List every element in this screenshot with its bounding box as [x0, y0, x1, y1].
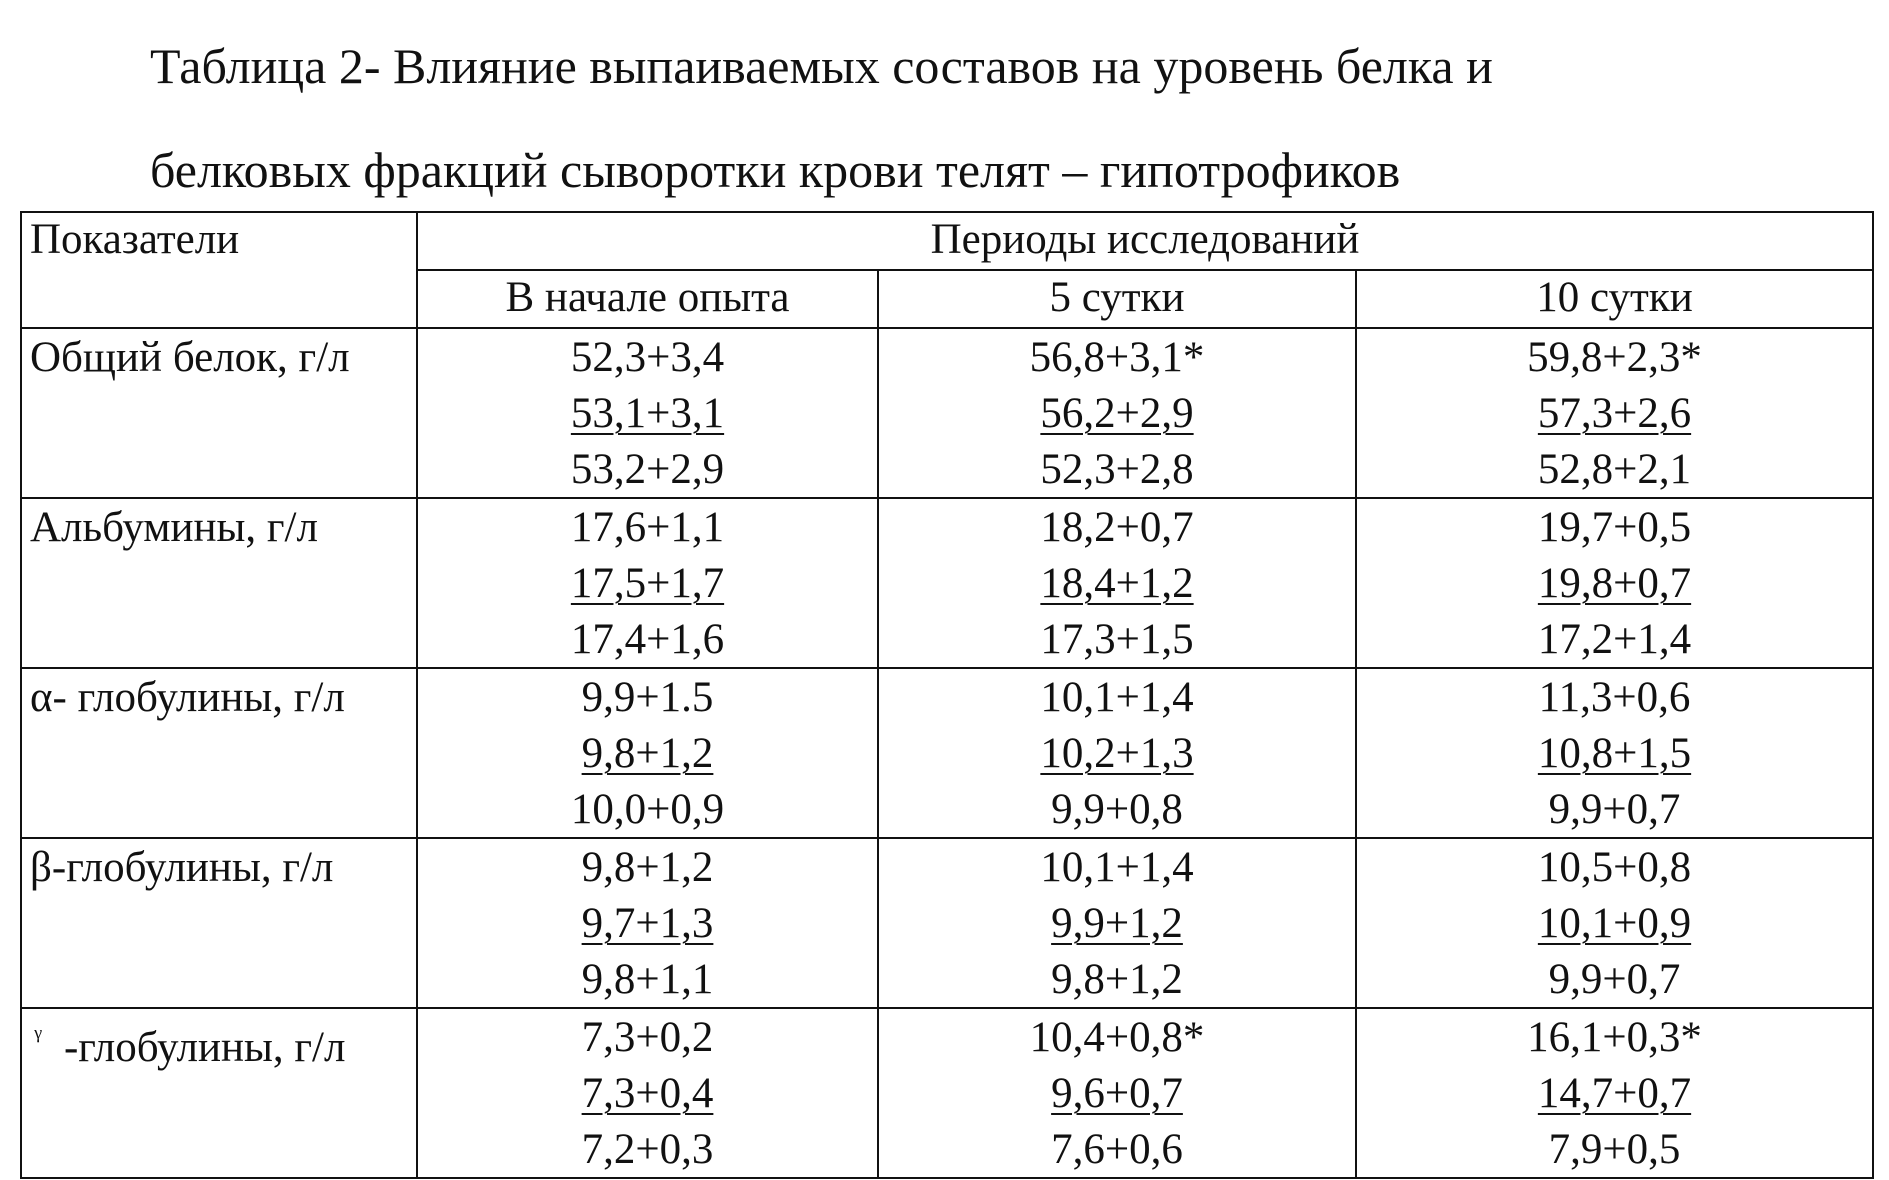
- cell-value-underlined: 10,2+1,3: [1040, 730, 1194, 777]
- cell-value: 10,4+0,8*: [1029, 1014, 1205, 1061]
- cell-value-underlined: 10,1+0,9: [1537, 900, 1692, 947]
- row-label-text: -глобулины, г/л: [63, 1024, 346, 1071]
- data-cell: [878, 1008, 1356, 1178]
- cell-value: 56,8+3,1*: [1029, 334, 1205, 381]
- cell-value: 9,8+1,1: [581, 956, 714, 1003]
- row-label-alpha-globulins: α- глобулины, г/л: [21, 668, 417, 838]
- cell-value: 59,8+2,3*: [1527, 334, 1702, 381]
- data-cell: [1356, 1008, 1873, 1178]
- cell-value: 18,2+0,7: [1040, 504, 1194, 551]
- cell-value: 52,3+2,8: [1040, 446, 1194, 493]
- cell-value-underlined: 57,3+2,6: [1537, 390, 1692, 437]
- period-header-day-5: 5 сутки: [878, 270, 1356, 328]
- cell-value-underlined: 53,1+3,1: [570, 390, 725, 437]
- data-cell: [1356, 328, 1873, 498]
- data-cell: [1356, 838, 1873, 1008]
- cell-value-underlined: 18,4+1,2: [1040, 560, 1194, 607]
- periods-group-header: Периоды исследований: [417, 212, 1873, 270]
- row-label-albumins: Альбумины, г/л: [21, 498, 417, 668]
- cell-value: 19,7+0,5: [1537, 504, 1692, 551]
- data-cell: [878, 668, 1356, 838]
- title-line-1: Таблица 2- Влияние выпаиваемых составов на уровень белка и: [150, 38, 1493, 94]
- header-row-1: [21, 212, 1873, 270]
- table-row-beta-globulins: [21, 838, 1873, 1008]
- cell-value-underlined: 9,7+1,3: [581, 900, 714, 947]
- gamma-symbol: ᵞ: [34, 1021, 42, 1054]
- cell-value: 9,9+0,8: [1051, 786, 1183, 833]
- table-title: [150, 14, 1850, 222]
- row-label-gamma-globulins: [21, 1008, 417, 1178]
- indicator-header: Показатели: [21, 212, 417, 328]
- cell-value: 11,3+0,6: [1538, 674, 1691, 721]
- data-cell: [878, 498, 1356, 668]
- data-cell: [417, 1008, 878, 1178]
- data-cell: [417, 838, 878, 1008]
- cell-value: 7,2+0,3: [581, 1126, 714, 1173]
- cell-value: 16,1+0,3*: [1527, 1014, 1702, 1061]
- row-label-beta-globulins: β-глобулины, г/л: [21, 838, 417, 1008]
- cell-value-underlined: 17,5+1,7: [570, 560, 725, 607]
- cell-value: 10,0+0,9: [570, 786, 725, 833]
- period-header-day-10: 10 сутки: [1356, 270, 1873, 328]
- title-line-2: белковых фракций сыворотки крови телят – гипотрофиков: [150, 142, 1401, 198]
- cell-value: 52,3+3,4: [570, 334, 725, 381]
- cell-value: 9,9+1.5: [581, 674, 714, 721]
- data-cell: [878, 838, 1356, 1008]
- period-header-start: В начале опыта: [417, 270, 878, 328]
- cell-value: 9,9+0,7: [1548, 956, 1681, 1003]
- cell-value-underlined: 9,9+1,2: [1051, 900, 1183, 947]
- data-cell: [1356, 668, 1873, 838]
- row-label-total-protein: Общий белок, г/л: [21, 328, 417, 498]
- cell-value-underlined: 14,7+0,7: [1537, 1070, 1692, 1117]
- cell-value: 17,3+1,5: [1040, 616, 1194, 663]
- cell-value: 7,3+0,2: [581, 1014, 714, 1061]
- cell-value-underlined: 9,6+0,7: [1051, 1070, 1183, 1117]
- cell-value: 10,5+0,8: [1537, 844, 1692, 891]
- data-cell: [417, 328, 878, 498]
- data-cell: [417, 668, 878, 838]
- cell-value: 9,8+1,2: [1051, 956, 1183, 1003]
- cell-value: 9,8+1,2: [581, 844, 714, 891]
- table-row-alpha-globulins: [21, 668, 1873, 838]
- cell-value: 17,2+1,4: [1537, 616, 1692, 663]
- cell-value: 7,6+0,6: [1051, 1126, 1183, 1173]
- cell-value-underlined: 9,8+1,2: [581, 730, 714, 777]
- results-table: [20, 211, 1874, 1179]
- cell-value: 53,2+2,9: [570, 446, 725, 493]
- data-cell: [1356, 498, 1873, 668]
- data-cell: [878, 328, 1356, 498]
- cell-value: 7,9+0,5: [1548, 1126, 1681, 1173]
- table-row-total-protein: [21, 328, 1873, 498]
- cell-value: 10,1+1,4: [1040, 674, 1194, 721]
- cell-value: 17,6+1,1: [570, 504, 725, 551]
- cell-value-underlined: 7,3+0,4: [581, 1070, 714, 1117]
- cell-value: 52,8+2,1: [1537, 446, 1692, 493]
- table-row-gamma-globulins: [21, 1008, 1873, 1178]
- cell-value: 17,4+1,6: [570, 616, 725, 663]
- cell-value: 10,1+1,4: [1040, 844, 1194, 891]
- cell-value: 9,9+0,7: [1548, 786, 1681, 833]
- data-cell: [417, 498, 878, 668]
- cell-value-underlined: 19,8+0,7: [1537, 560, 1692, 607]
- cell-value-underlined: 56,2+2,9: [1040, 390, 1194, 437]
- cell-value-underlined: 10,8+1,5: [1537, 730, 1692, 777]
- table-row-albumins: [21, 498, 1873, 668]
